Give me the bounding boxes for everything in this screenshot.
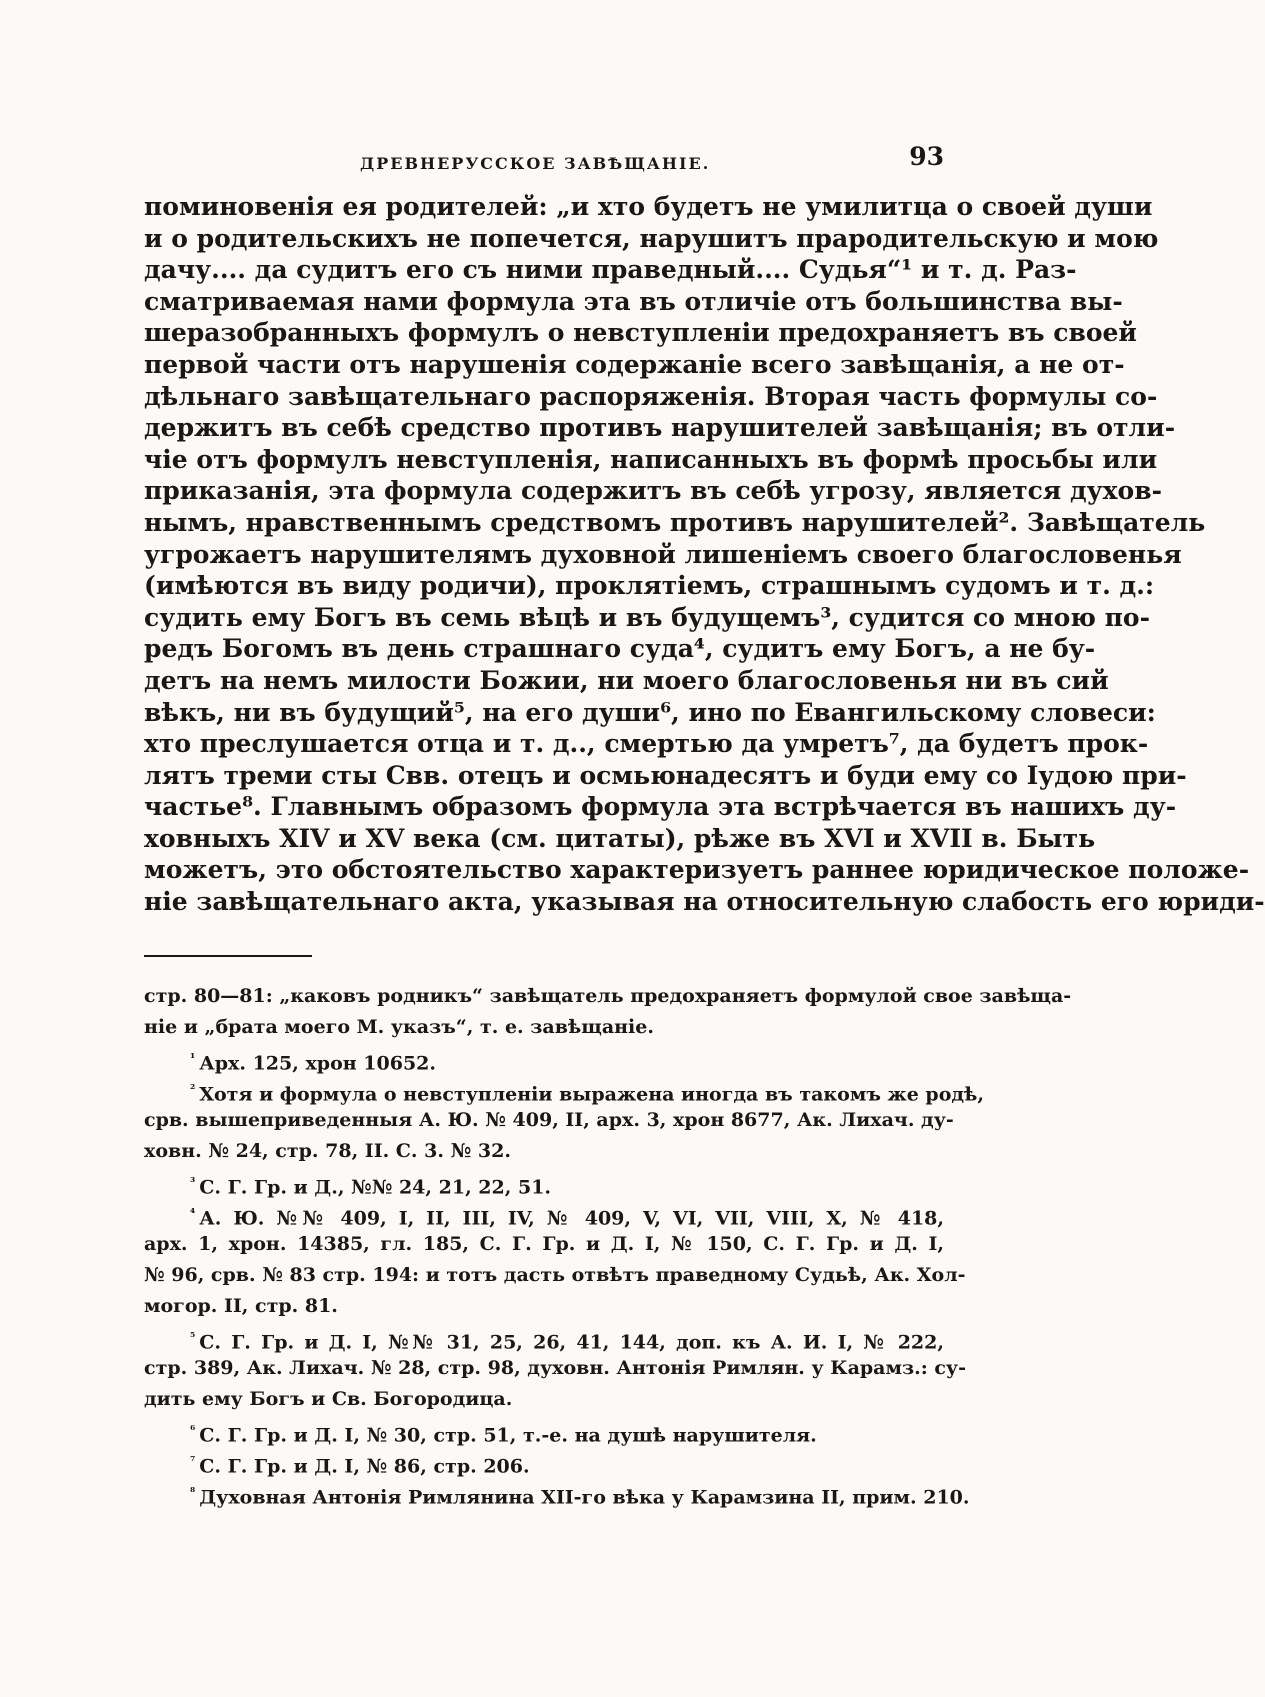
- main-text: [144, 191, 1265, 918]
- running-title: ДРЕВНЕРУССКОЕ ЗАВѢЩАНІЕ.: [360, 154, 711, 173]
- text-line: редъ Богомъ въ день страшнаго суда⁴, судитъ ему Богъ, а не бу-: [144, 634, 1096, 664]
- footnote-marker: ⁸: [190, 1485, 196, 1499]
- footnote-text: Духовная Антонія Римлянина XII-го вѣка у Карамзина II, прим. 210.: [199, 1486, 970, 1509]
- footnote-line: [144, 1074, 985, 1106]
- footnote-text: дить ему Богъ и Св. Богородица.: [144, 1388, 513, 1410]
- footnote-text: № 96, срв. № 83 стр. 194: и тотъ дасть отвѣтъ праведному Судьѣ, Ак. Хол-: [144, 1264, 966, 1286]
- footnote-text: могор. II, стр. 81.: [144, 1295, 338, 1317]
- text-line: частье⁸. Главнымъ образомъ формула эта встрѣчается въ нашихъ ду-: [144, 792, 1177, 822]
- text-line: можетъ, это обстоятельство характеризуетъ раннее юридическое положе-: [144, 855, 1250, 885]
- footnote-text: срв. вышеприведенныя А. Ю. № 409, II, арх. 3, хрон 8677, Ак. Лихач. ду-: [144, 1109, 954, 1131]
- text-line: чіе отъ формулъ невступленія, написанныхъ въ формѣ просьбы или: [144, 444, 1158, 474]
- footnote-divider: [144, 955, 312, 957]
- footnote-line: [144, 1012, 944, 1043]
- text-line: ховныхъ XIV и XV века (см. цитаты), рѣже въ XVI и XVII в. Быть: [144, 823, 1096, 853]
- footnote-text: Хотя и формула о невступленіи выражена иногда въ такомъ же родѣ,: [199, 1083, 985, 1106]
- footnote-line: [144, 1353, 966, 1384]
- footnote-text: арх. 1, хрон. 14385, гл. 185, С. Г. Гр. и Д. I, № 150, С. Г. Гр. и Д. I,: [144, 1233, 944, 1255]
- footnote-line: [144, 1043, 944, 1074]
- footnotes: [144, 981, 1072, 1509]
- page-number: 93: [909, 142, 944, 171]
- footnote-text: С. Г. Гр. и Д., №№ 24, 21, 22, 51.: [199, 1176, 552, 1199]
- footnote-marker: ⁵: [190, 1330, 196, 1344]
- text-line: дачу.... да судитъ его съ ними праведный.... Судья“¹ и т. д. Раз-: [144, 255, 1077, 285]
- footnote-marker: ³: [190, 1175, 196, 1189]
- footnote-text: С. Г. Гр. и Д. I, №№ 31, 25, 26, 41, 144, доп. къ А. И. I, № 222,: [199, 1331, 944, 1354]
- footnote-text: ховн. № 24, стр. 78, II. С. 3. № 32.: [144, 1140, 511, 1162]
- text-line: приказанія, эта формула содержитъ въ себѣ угрозу, является духов-: [144, 476, 1162, 506]
- text-line: держитъ въ себѣ средство противъ нарушителей завѣщанія; въ отли-: [144, 413, 1176, 443]
- footnote-text: стр. 389, Ак. Лихач. № 28, стр. 98, духовн. Антонія Римлян. у Карамз.: су-: [144, 1357, 966, 1379]
- footnote-marker: ¹: [190, 1051, 196, 1065]
- footnote-line: [144, 1136, 944, 1167]
- text-line: лятъ треми сты Свв. отецъ и осмьюнадесятъ и буди ему со Іудою при-: [144, 760, 1187, 790]
- footnote-marker: ²: [190, 1082, 196, 1096]
- footnote-line: [144, 1105, 954, 1136]
- footnote-line: [144, 981, 1072, 1012]
- text-line: судить ему Богъ въ семь вѣцѣ и въ будущемъ³, судится со мною по-: [144, 602, 1150, 632]
- footnote-marker: ⁶: [190, 1423, 196, 1437]
- text-line: поминовенія ея родителей: „и хто будетъ не умилитца о своей души: [144, 192, 1153, 221]
- footnote-text: стр. 80—81: „каковъ родникъ“ завѣщатель предохраняетъ формулой свое завѣща-: [144, 985, 1072, 1007]
- footnote-text: А. Ю. №№ 409, I, II, III, IV, № 409, V, VI, VII, VIII, X, № 418,: [199, 1207, 944, 1230]
- text-line: и о родительскихъ не попечется, нарушитъ прародительскую и мою: [144, 223, 1159, 253]
- footnote-marker: ⁷: [190, 1454, 196, 1468]
- footnote-text: С. Г. Гр. и Д. I, № 86, стр. 206.: [199, 1455, 530, 1478]
- footnote-text: Арх. 125, хрон 10652.: [199, 1052, 436, 1075]
- footnote-line: [144, 1291, 944, 1322]
- footnote-text: ніе и „брата моего М. указъ“, т. е. завѣщаніе.: [144, 1016, 654, 1038]
- footnote-line: [144, 1198, 944, 1229]
- footnote-line: [144, 1322, 944, 1353]
- text-line: хто преслушается отца и т. д.., смертью да умретъ⁷, да будетъ прок-: [144, 729, 1149, 759]
- text-line: (имѣются въ виду родичи), проклятіемъ, страшнымъ судомъ и т. д.:: [144, 571, 1155, 601]
- text-line: угрожаетъ нарушителямъ духовной лишеніемъ своего благословенья: [144, 539, 1182, 569]
- text-line: дѣльнаго завѣщательнаго распоряженія. Вторая часть формулы со-: [144, 381, 1158, 411]
- footnote-line: [144, 1477, 970, 1509]
- footnote-line: [144, 1446, 944, 1477]
- text-line: детъ на немъ милости Божии, ни моего благословенья ни въ сий: [144, 665, 1109, 695]
- text-line: ніе завѣщательнаго акта, указывая на относительную слабость его юриди-: [144, 887, 1265, 917]
- text-line: вѣкъ, ни въ будущий⁵, на его души⁶, ино по Евангильскому словеси:: [144, 697, 1156, 727]
- footnote-line: [144, 1415, 944, 1446]
- footnote-line: [144, 1229, 944, 1260]
- footnote-line: [144, 1167, 944, 1198]
- footnote-text: С. Г. Гр. и Д. I, № 30, стр. 51, т.-е. на душѣ нарушителя.: [199, 1424, 817, 1447]
- text-line: первой части отъ нарушенія содержаніе всего завѣщанія, а не от-: [144, 349, 1125, 379]
- text-line: сматриваемая нами формула эта въ отличіе отъ большинства вы-: [144, 286, 1123, 316]
- text-line: шеразобранныхъ формулъ о невступленіи предохраняетъ въ своей: [144, 318, 1137, 348]
- footnote-marker: ⁴: [190, 1206, 196, 1220]
- footnote-line: [144, 1260, 966, 1291]
- page-header: [144, 142, 944, 182]
- footnote-line: [144, 1384, 944, 1415]
- text-line: нымъ, нравственнымъ средствомъ противъ нарушителей². Завѣщатель: [144, 507, 1206, 537]
